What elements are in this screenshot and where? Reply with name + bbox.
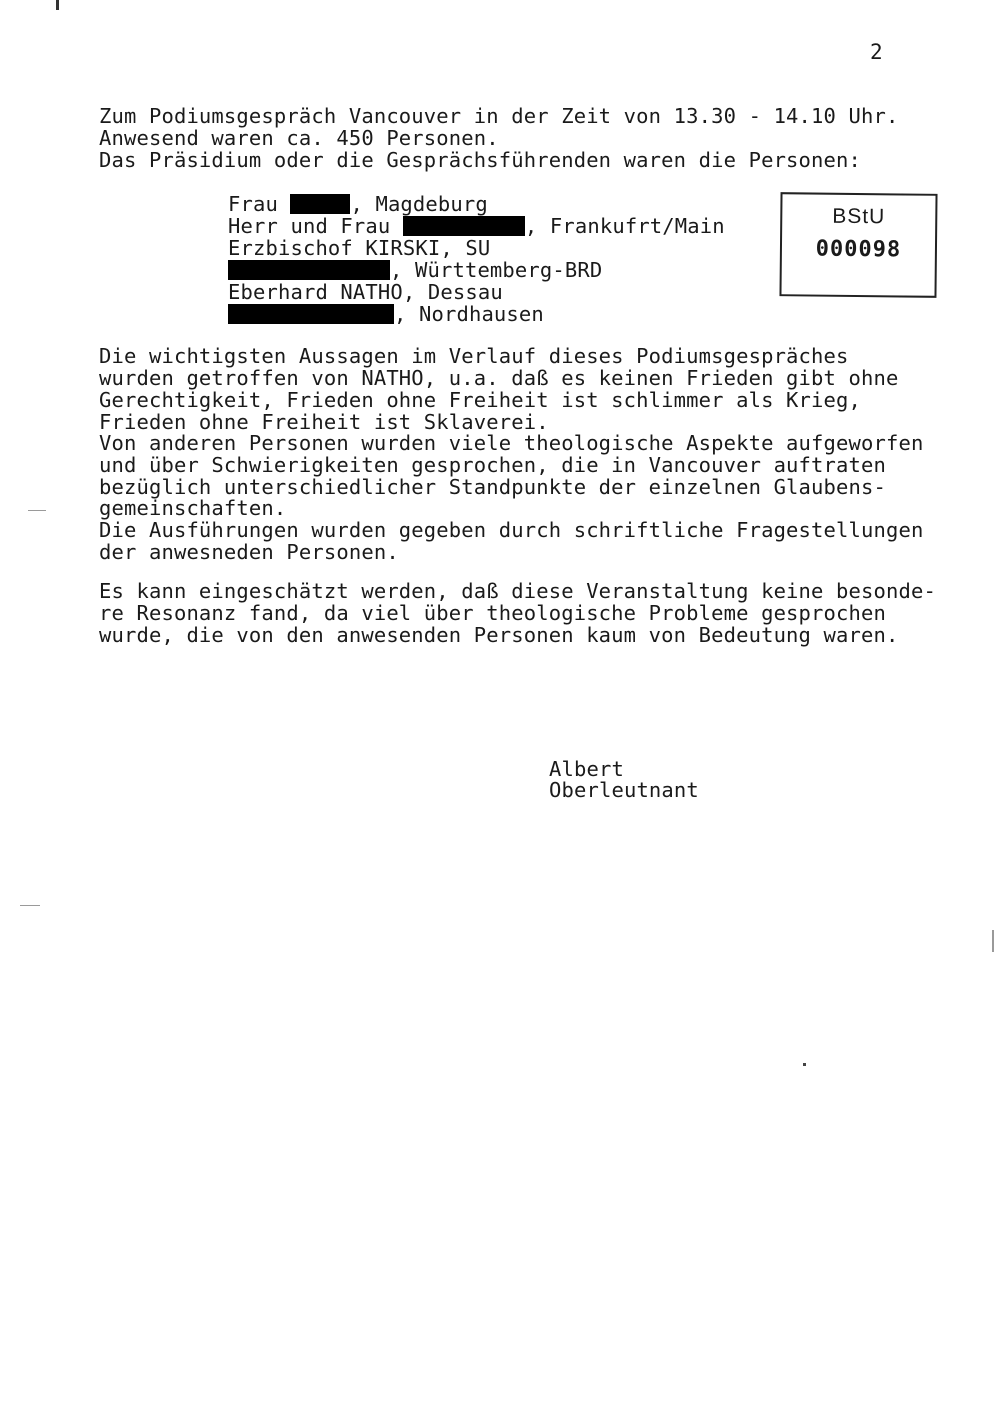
participant-2-prefix: Herr und Frau — [228, 214, 403, 238]
participant-line-6 — [228, 303, 544, 325]
body-line-1: Die wichtigsten Aussagen im Verlauf dieses Podiumsgespräches — [99, 344, 849, 368]
body-line-10: der anwesneden Personen. — [99, 540, 399, 564]
participant-6-suffix: , Nordhausen — [394, 302, 544, 326]
conclusion-line-2: re Resonanz fand, da viel über theologische Probleme gesprochen — [99, 601, 886, 625]
page-number: 2 — [870, 40, 883, 64]
scan-mark — [28, 510, 46, 511]
body-line-5: Von anderen Personen wurden viele theologische Aspekte aufgeworfen — [99, 431, 924, 455]
scan-mark — [20, 905, 40, 906]
body-line-4: Frieden ohne Freiheit ist Sklaverei. — [99, 410, 549, 434]
participant-line-2 — [228, 215, 725, 237]
scan-mark — [803, 1063, 806, 1066]
body-line-8: gemeinschaften. — [99, 496, 287, 520]
intro-line-3: Das Präsidium oder die Gesprächsführenden waren die Personen: — [99, 148, 862, 172]
intro-line-1: Zum Podiumsgespräch Vancouver in der Zeit von 13.30 - 14.10 Uhr. — [99, 104, 899, 128]
body-line-3: Gerechtigkeit, Frieden ohne Freiheit ist schlimmer als Krieg, — [99, 388, 862, 412]
redaction-bar — [403, 216, 525, 236]
participant-line-5: Eberhard NATHO, Dessau — [228, 280, 503, 304]
participant-2-suffix: , Frankufrt/Main — [524, 214, 725, 238]
signature-rank: Oberleutnant — [549, 778, 699, 802]
scan-mark — [992, 930, 994, 952]
redaction-bar — [290, 194, 350, 214]
body-line-7: bezüglich unterschiedlicher Standpunkte der einzelnen Glaubens- — [99, 475, 886, 499]
participant-1-prefix: Frau — [228, 192, 291, 216]
stamp-number: 000098 — [815, 236, 902, 263]
signature-name: Albert — [549, 757, 624, 781]
redaction-bar — [228, 260, 390, 280]
scan-mark — [56, 0, 59, 10]
participant-1-suffix: , Magdeburg — [350, 192, 488, 216]
archive-stamp — [779, 192, 937, 298]
stamp-org: BStU — [832, 204, 886, 229]
redaction-bar — [228, 304, 394, 324]
conclusion-line-3: wurde, die von den anwesenden Personen kaum von Bedeutung waren. — [99, 623, 899, 647]
body-line-6: und über Schwierigkeiten gesprochen, die in Vancouver auftraten — [99, 453, 886, 477]
conclusion-line-1: Es kann eingeschätzt werden, daß diese Veranstaltung keine besonde- — [99, 579, 936, 603]
body-line-9: Die Ausführungen wurden gegeben durch schriftliche Fragestellungen — [99, 518, 924, 542]
participant-line-4 — [228, 259, 602, 281]
participant-line-3: Erzbischof KIRSKI, SU — [228, 236, 491, 260]
participant-line-1 — [228, 193, 488, 215]
participant-4-suffix: , Württemberg-BRD — [390, 258, 603, 282]
body-line-2: wurden getroffen von NATHO, u.a. daß es keinen Frieden gibt ohne — [99, 366, 899, 390]
intro-line-2: Anwesend waren ca. 450 Personen. — [99, 126, 499, 150]
